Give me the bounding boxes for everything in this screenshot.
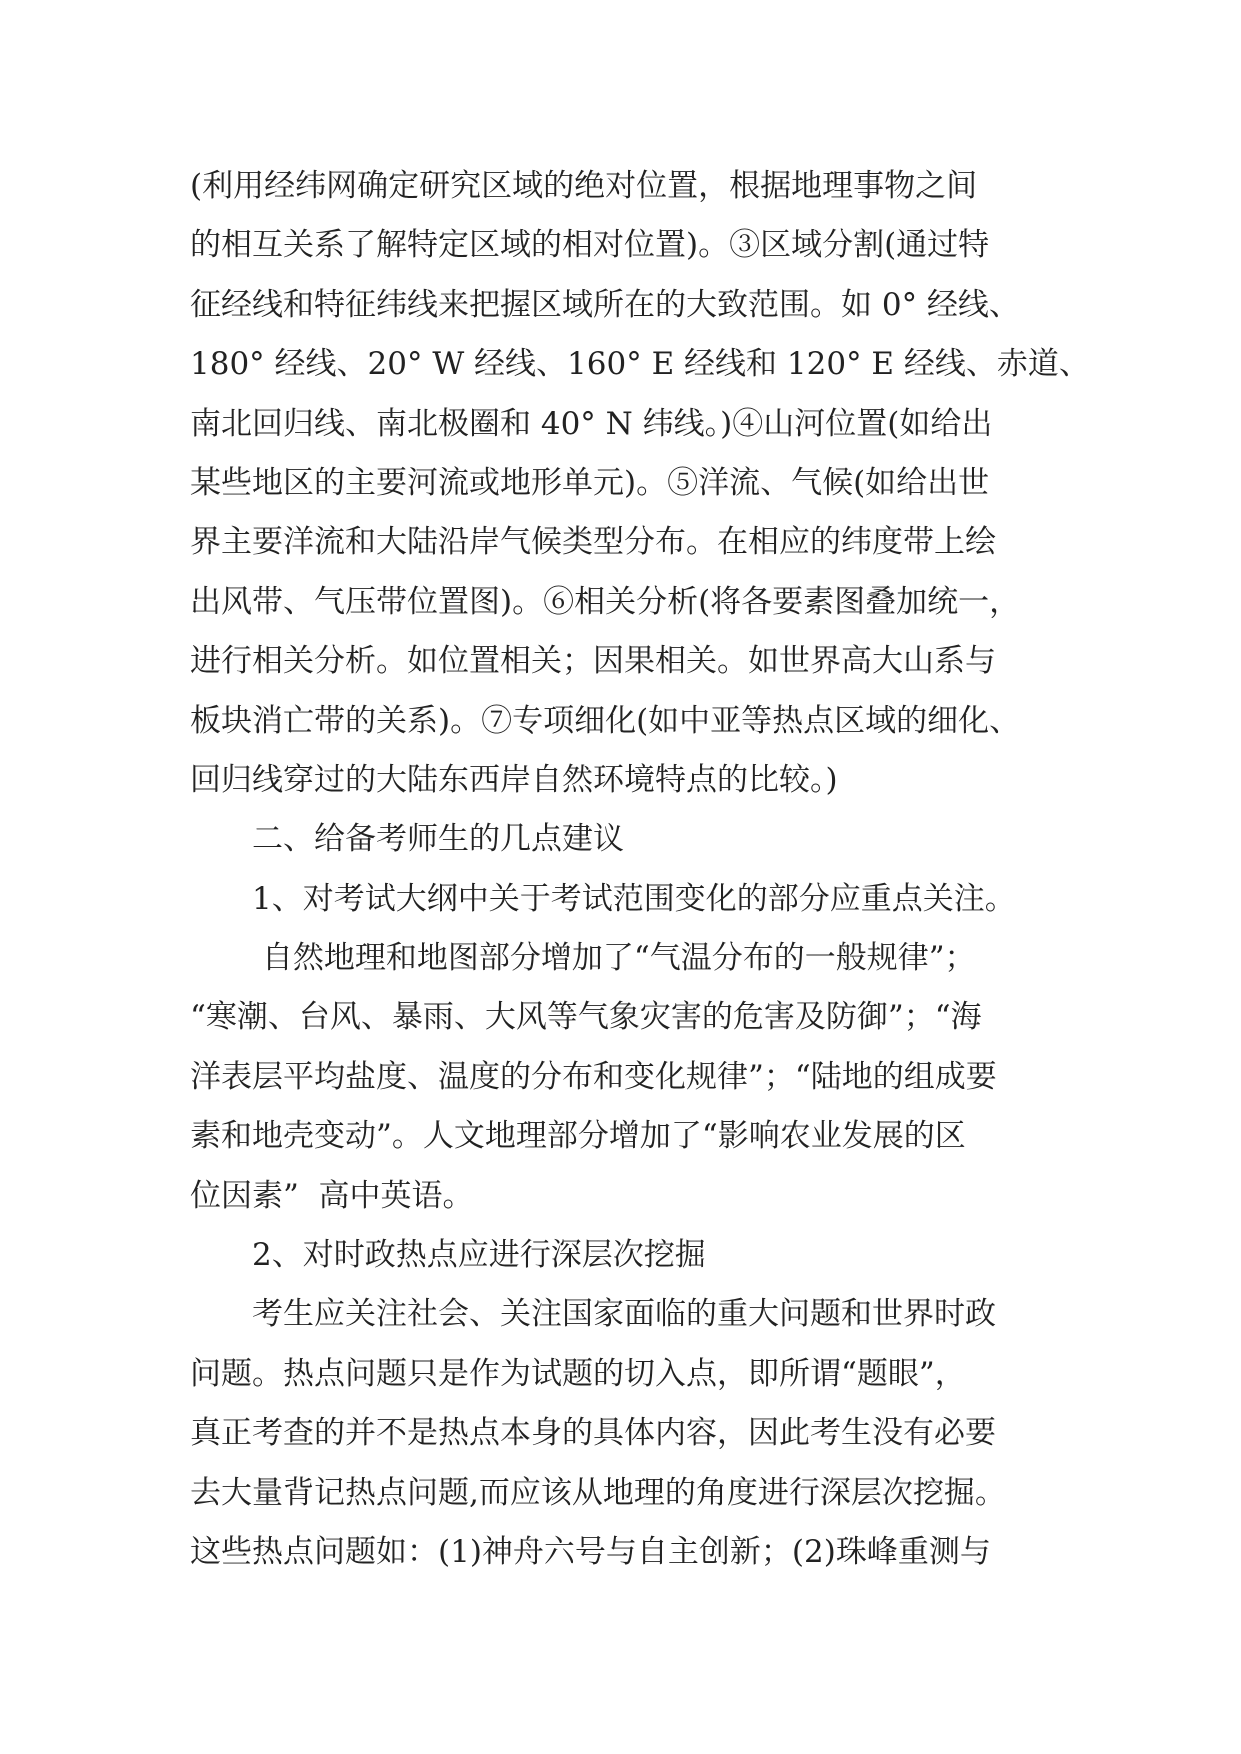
text-line-10: 板块消亡带的关系)。⑦专项细化(如中亚等热点区域的细化、: [190, 702, 1021, 739]
text-line-4: 180° 经线、20° W 经线、160° E 经线和 120° E 经线、赤道、: [190, 346, 1090, 383]
text-line-22: 真正考查的并不是热点本身的具体内容，因此考生没有必要: [190, 1415, 996, 1452]
text-line-21: 问题。热点问题只是作为试题的切入点，即所谓“题眼”，: [190, 1355, 966, 1392]
text-line-6: 某些地区的主要河流或地形单元)。⑤洋流、气候(如给出世: [190, 464, 990, 501]
text-line-5: 南北回归线、南北极圈和 40° N 纬线。)④山河位置(如给出: [190, 405, 993, 442]
text-line-2: 的相互关系了解特定区域的相对位置)。③区域分割(通过特: [190, 227, 990, 264]
body-text: [190, 157, 1090, 1582]
section-heading: 二、给备考师生的几点建议: [252, 821, 624, 858]
text-line-11: 回归线穿过的大陆东西岸自然环境特点的比较。): [190, 761, 838, 798]
text-line-18: 位因素” 高中英语。: [190, 1177, 474, 1214]
text-line-23: 去大量背记热点问题,而应该从地理的角度进行深层次挖掘。: [190, 1474, 1006, 1511]
point-1-heading: 1、对考试大纲中关于考试范围变化的部分应重点关注。: [252, 880, 1016, 917]
text-line-8: 出风带、气压带位置图)。⑥相关分析(将各要素图叠加统一，: [190, 583, 1021, 620]
text-line-14: 自然地理和地图部分增加了“气温分布的一般规律”；: [252, 940, 976, 977]
text-line-7: 界主要洋流和大陆沿岸气候类型分布。在相应的纬度带上绘: [190, 524, 996, 561]
text-line-15: “寒潮、台风、暴雨、大风等气象灾害的危害及防御”；“海: [190, 999, 982, 1036]
text-line-17: 素和地壳变动”。人文地理部分增加了“影响农业发展的区: [190, 1118, 966, 1155]
text-line-16: 洋表层平均盐度、温度的分布和变化规律”；“陆地的组成要: [190, 1058, 997, 1095]
text-line-3: 征经线和特征纬线来把握区域所在的大致范围。如 0° 经线、: [190, 286, 1020, 323]
text-line-1: (利用经纬网确定研究区域的绝对位置，根据地理事物之间: [190, 168, 978, 204]
text-line-9: 进行相关分析。如位置相关；因果相关。如世界高大山系与: [190, 643, 996, 680]
point-2-heading: 2、对时政热点应进行深层次挖掘: [252, 1237, 706, 1274]
text-line-24: 这些热点问题如：(1)神舟六号与自主创新；(2)珠峰重测与: [190, 1533, 991, 1570]
text-line-20: 考生应关注社会、关注国家面临的重大问题和世界时政: [252, 1296, 996, 1333]
